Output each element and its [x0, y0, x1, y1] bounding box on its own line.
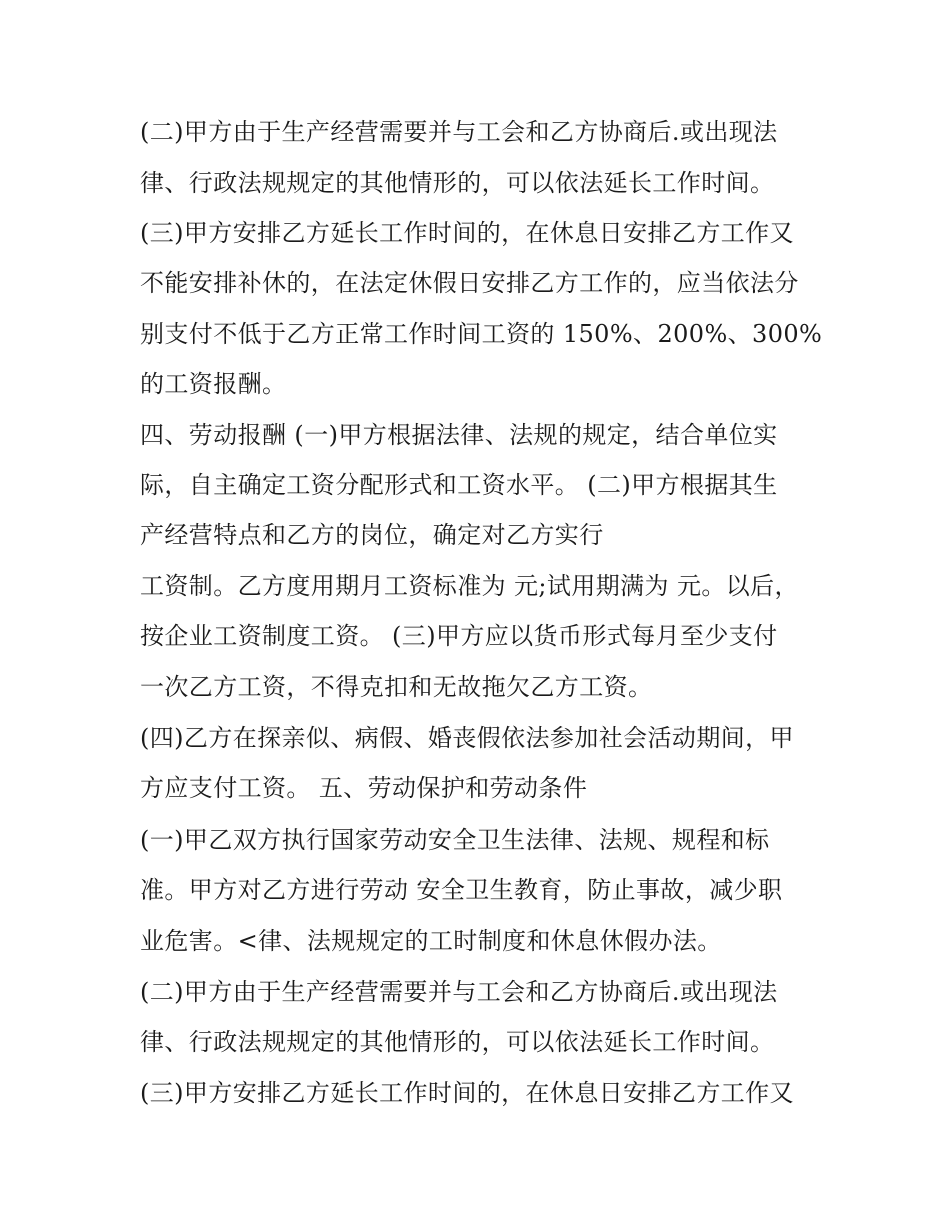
- text-line: (二)甲方由于生产经营需要并与工会和乙方协商后.或出现法: [140, 978, 778, 1006]
- text-line: 业危害。<律、法规规定的工时制度和休息休假办法。: [140, 927, 722, 955]
- text-line: 产经营特点和乙方的岗位，确定对乙方实行: [140, 521, 604, 549]
- text-line: (三)甲方安排乙方延长工作时间的，在休息日安排乙方工作又: [140, 219, 794, 247]
- text-line: 四、劳动报酬 (一)甲方根据法律、法规的规定，结合单位实: [140, 421, 778, 449]
- text-line: 际，自主确定工资分配形式和工资水平。 (二)甲方根据其生: [140, 471, 778, 499]
- text-line: (二)甲方由于生产经营需要并与工会和乙方协商后.或出现法: [140, 118, 778, 146]
- text-line: 工资制。乙方度用期月工资标准为 元;试用期满为 元。以后，: [140, 572, 799, 600]
- text-line: (一)甲乙双方执行国家劳动安全卫生法律、法规、规程和标: [140, 826, 770, 854]
- text-line: 律、行政法规规定的其他情形的，可以依法延长工作时间。: [140, 169, 775, 197]
- text-line: 准。甲方对乙方进行劳动 安全卫生教育，防止事故，减少职: [140, 876, 783, 904]
- text-line: (四)乙方在探亲似、病假、婚丧假依法参加社会活动期间，甲: [140, 724, 794, 752]
- text-line: 别支付不低于乙方正常工作时间工资的 150%、200%、300%: [140, 320, 823, 348]
- text-line: 的工资报酬。: [140, 370, 287, 398]
- text-line: (三)甲方安排乙方延长工作时间的，在休息日安排乙方工作又: [140, 1079, 794, 1107]
- text-line: 按企业工资制度工资。 (三)甲方应以货币形式每月至少支付: [140, 622, 778, 650]
- text-line: 律、行政法规规定的其他情形的，可以依法延长工作时间。: [140, 1028, 775, 1056]
- text-line: 方应支付工资。 五、劳动保护和劳动条件: [140, 774, 588, 802]
- text-line: 不能安排补休的，在法定休假日安排乙方工作的，应当依法分: [140, 269, 799, 297]
- text-line: 一次乙方工资，不得克扣和无故拖欠乙方工资。: [140, 673, 653, 701]
